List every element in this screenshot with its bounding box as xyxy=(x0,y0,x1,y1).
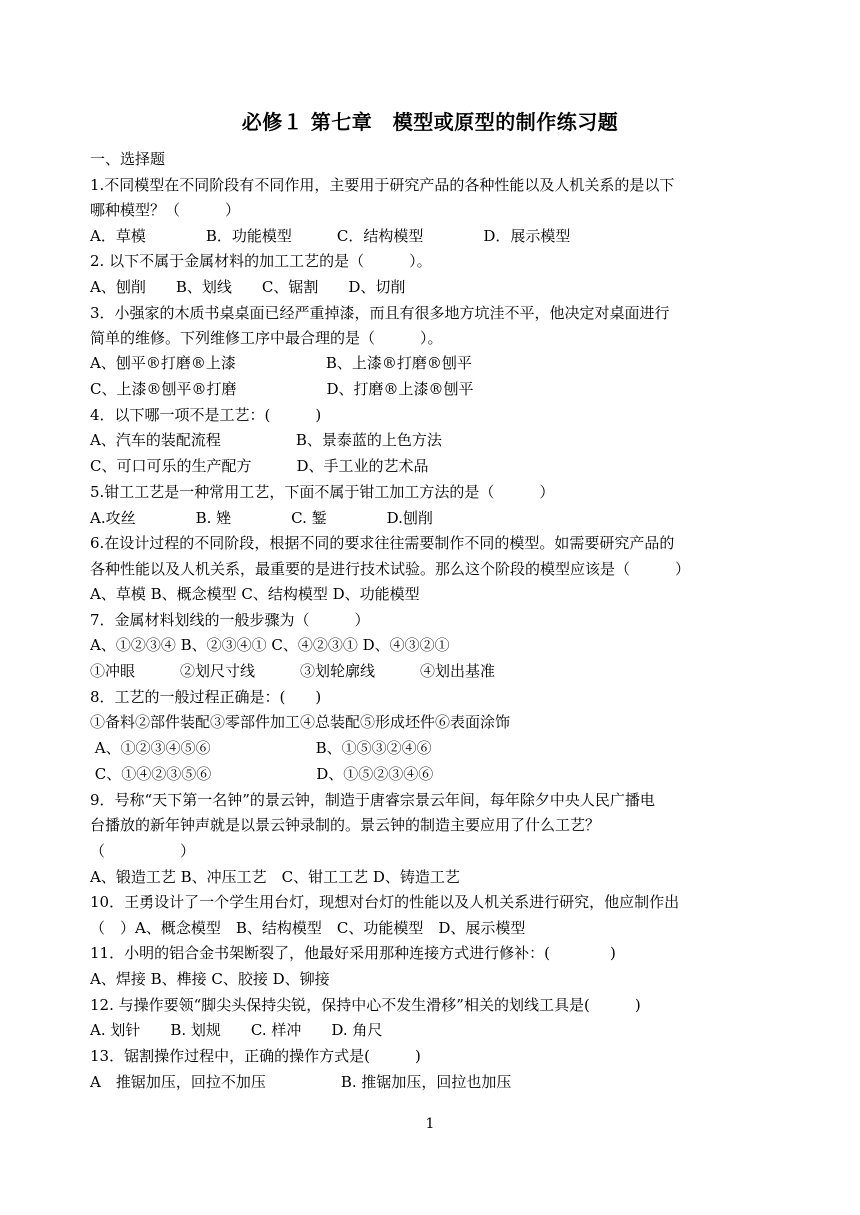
question-2-options: A、刨削 B、划线 C、锯割 D、切削 xyxy=(90,278,406,296)
question-3-options-ab: A、刨平®打磨®上漆 B、上漆®打磨®刨平 xyxy=(90,354,472,372)
question-4-options-cd: C、可口可乐的生产配方 D、手工业的艺术品 xyxy=(90,457,429,475)
question-9-options: A、锻造工艺 B、冲压工艺 C、钳工工艺 D、铸造工艺 xyxy=(90,868,460,886)
page-number: 1 xyxy=(425,1116,435,1132)
question-7-options: A、①②③④ B、②③④① C、④②③① D、④③②① xyxy=(90,636,450,654)
question-7: 7．金属材料划线的一般步骤为（ ） xyxy=(90,611,370,629)
question-9-line-1: 9．号称“天下第一名钟”的景云钟，制造于唐睿宗景云年间，每年除夕中央人民广播电 xyxy=(90,791,655,809)
question-11-options: A、焊接 B、榫接 C、胶接 D、铆接 xyxy=(90,970,330,988)
question-6-line-1: 6.在设计过程的不同阶段，根据不同的要求往往需要制作不同的模型。如需要研究产品的 xyxy=(90,534,675,552)
question-2: 2. 以下不属于金属材料的加工工艺的是（ ）。 xyxy=(90,252,432,270)
question-3-line-2: 简单的维修。下列维修工序中最合理的是（ ）。 xyxy=(90,329,443,347)
question-8-options-ab: A、①②③④⑤⑥ B、①⑤③②④⑥ xyxy=(90,739,432,757)
question-8-steps: ①备料②部件装配③零部件加工④总装配⑤形成坯件⑥表面涂饰 xyxy=(90,713,511,731)
question-4-options-ab: A、汽车的装配流程 B、景泰蓝的上色方法 xyxy=(90,431,442,449)
question-11: 11．小明的铝合金书架断裂了，他最好采用那种连接方式进行修补：( ) xyxy=(90,944,616,962)
question-1-line-2: 哪种模型？（ ） xyxy=(90,201,241,219)
question-6-options: A、草模 B、概念模型 C、结构模型 D、功能模型 xyxy=(90,585,420,603)
question-13: 13．锯割操作过程中，正确的操作方式是( ) xyxy=(90,1047,421,1065)
question-13-options: A 推锯加压，回拉不加压 B. 推锯加压，回拉也加压 xyxy=(90,1073,512,1091)
question-1-line-1: 1.不同模型在不同阶段有不同作用，主要用于研究产品的各种性能以及人机关系的是以下 xyxy=(90,176,675,194)
question-9-line-2: 台播放的新年钟声就是以景云钟录制的。景云钟的制造主要应用了什么工艺？ xyxy=(90,816,601,834)
question-9-answer-blank: （ ） xyxy=(90,842,196,860)
page-title: 必修１ 第七章 模型或原型的制作练习题 xyxy=(241,110,619,134)
question-10-line-1: 10．王勇设计了一个学生用台灯，现想对台灯的性能以及人机关系进行研究，他应制作出 xyxy=(90,893,680,911)
question-3-line-1: 3．小强家的木质书桌桌面已经严重掉漆，而且有很多地方坑洼不平，他决定对桌面进行 xyxy=(90,304,670,322)
question-1-options: A．草模 B．功能模型 C．结构模型 D．展示模型 xyxy=(90,227,571,245)
question-8-options-cd: C、①④②③⑤⑥ D、①⑤②③④⑥ xyxy=(90,765,434,783)
question-5: 5.钳工工艺是一种常用工艺，下面不属于钳工加工方法的是（ ） xyxy=(90,483,555,501)
question-7-steps: ①冲眼 ②划尺寸线 ③划轮廓线 ④划出基准 xyxy=(90,662,496,680)
question-3-options-cd: C、上漆®刨平®打磨 D、打磨®上漆®刨平 xyxy=(90,380,474,398)
question-10-options: （ ）A、概念模型 B、结构模型 C、功能模型 D、展示模型 xyxy=(90,919,526,937)
question-12-options: A. 划针 B. 划规 C. 样冲 D. 角尺 xyxy=(90,1021,383,1039)
question-12: 12. 与操作要领“脚尖头保持尖锐，保持中心不发生滑移”相关的划线工具是( ) xyxy=(90,996,641,1014)
question-8: 8．工艺的一般过程正确是：( ) xyxy=(90,688,322,706)
section-heading: 一、选择题 xyxy=(90,150,166,168)
question-5-options: A.攻丝 B. 矬 C. 錾 D.刨削 xyxy=(90,509,433,527)
question-4: 4．以下哪一项不是工艺：( ) xyxy=(90,406,322,424)
question-6-line-2: 各种性能以及人机关系，最重要的是进行技术试验。那么这个阶段的模型应该是（ ） xyxy=(90,560,691,578)
